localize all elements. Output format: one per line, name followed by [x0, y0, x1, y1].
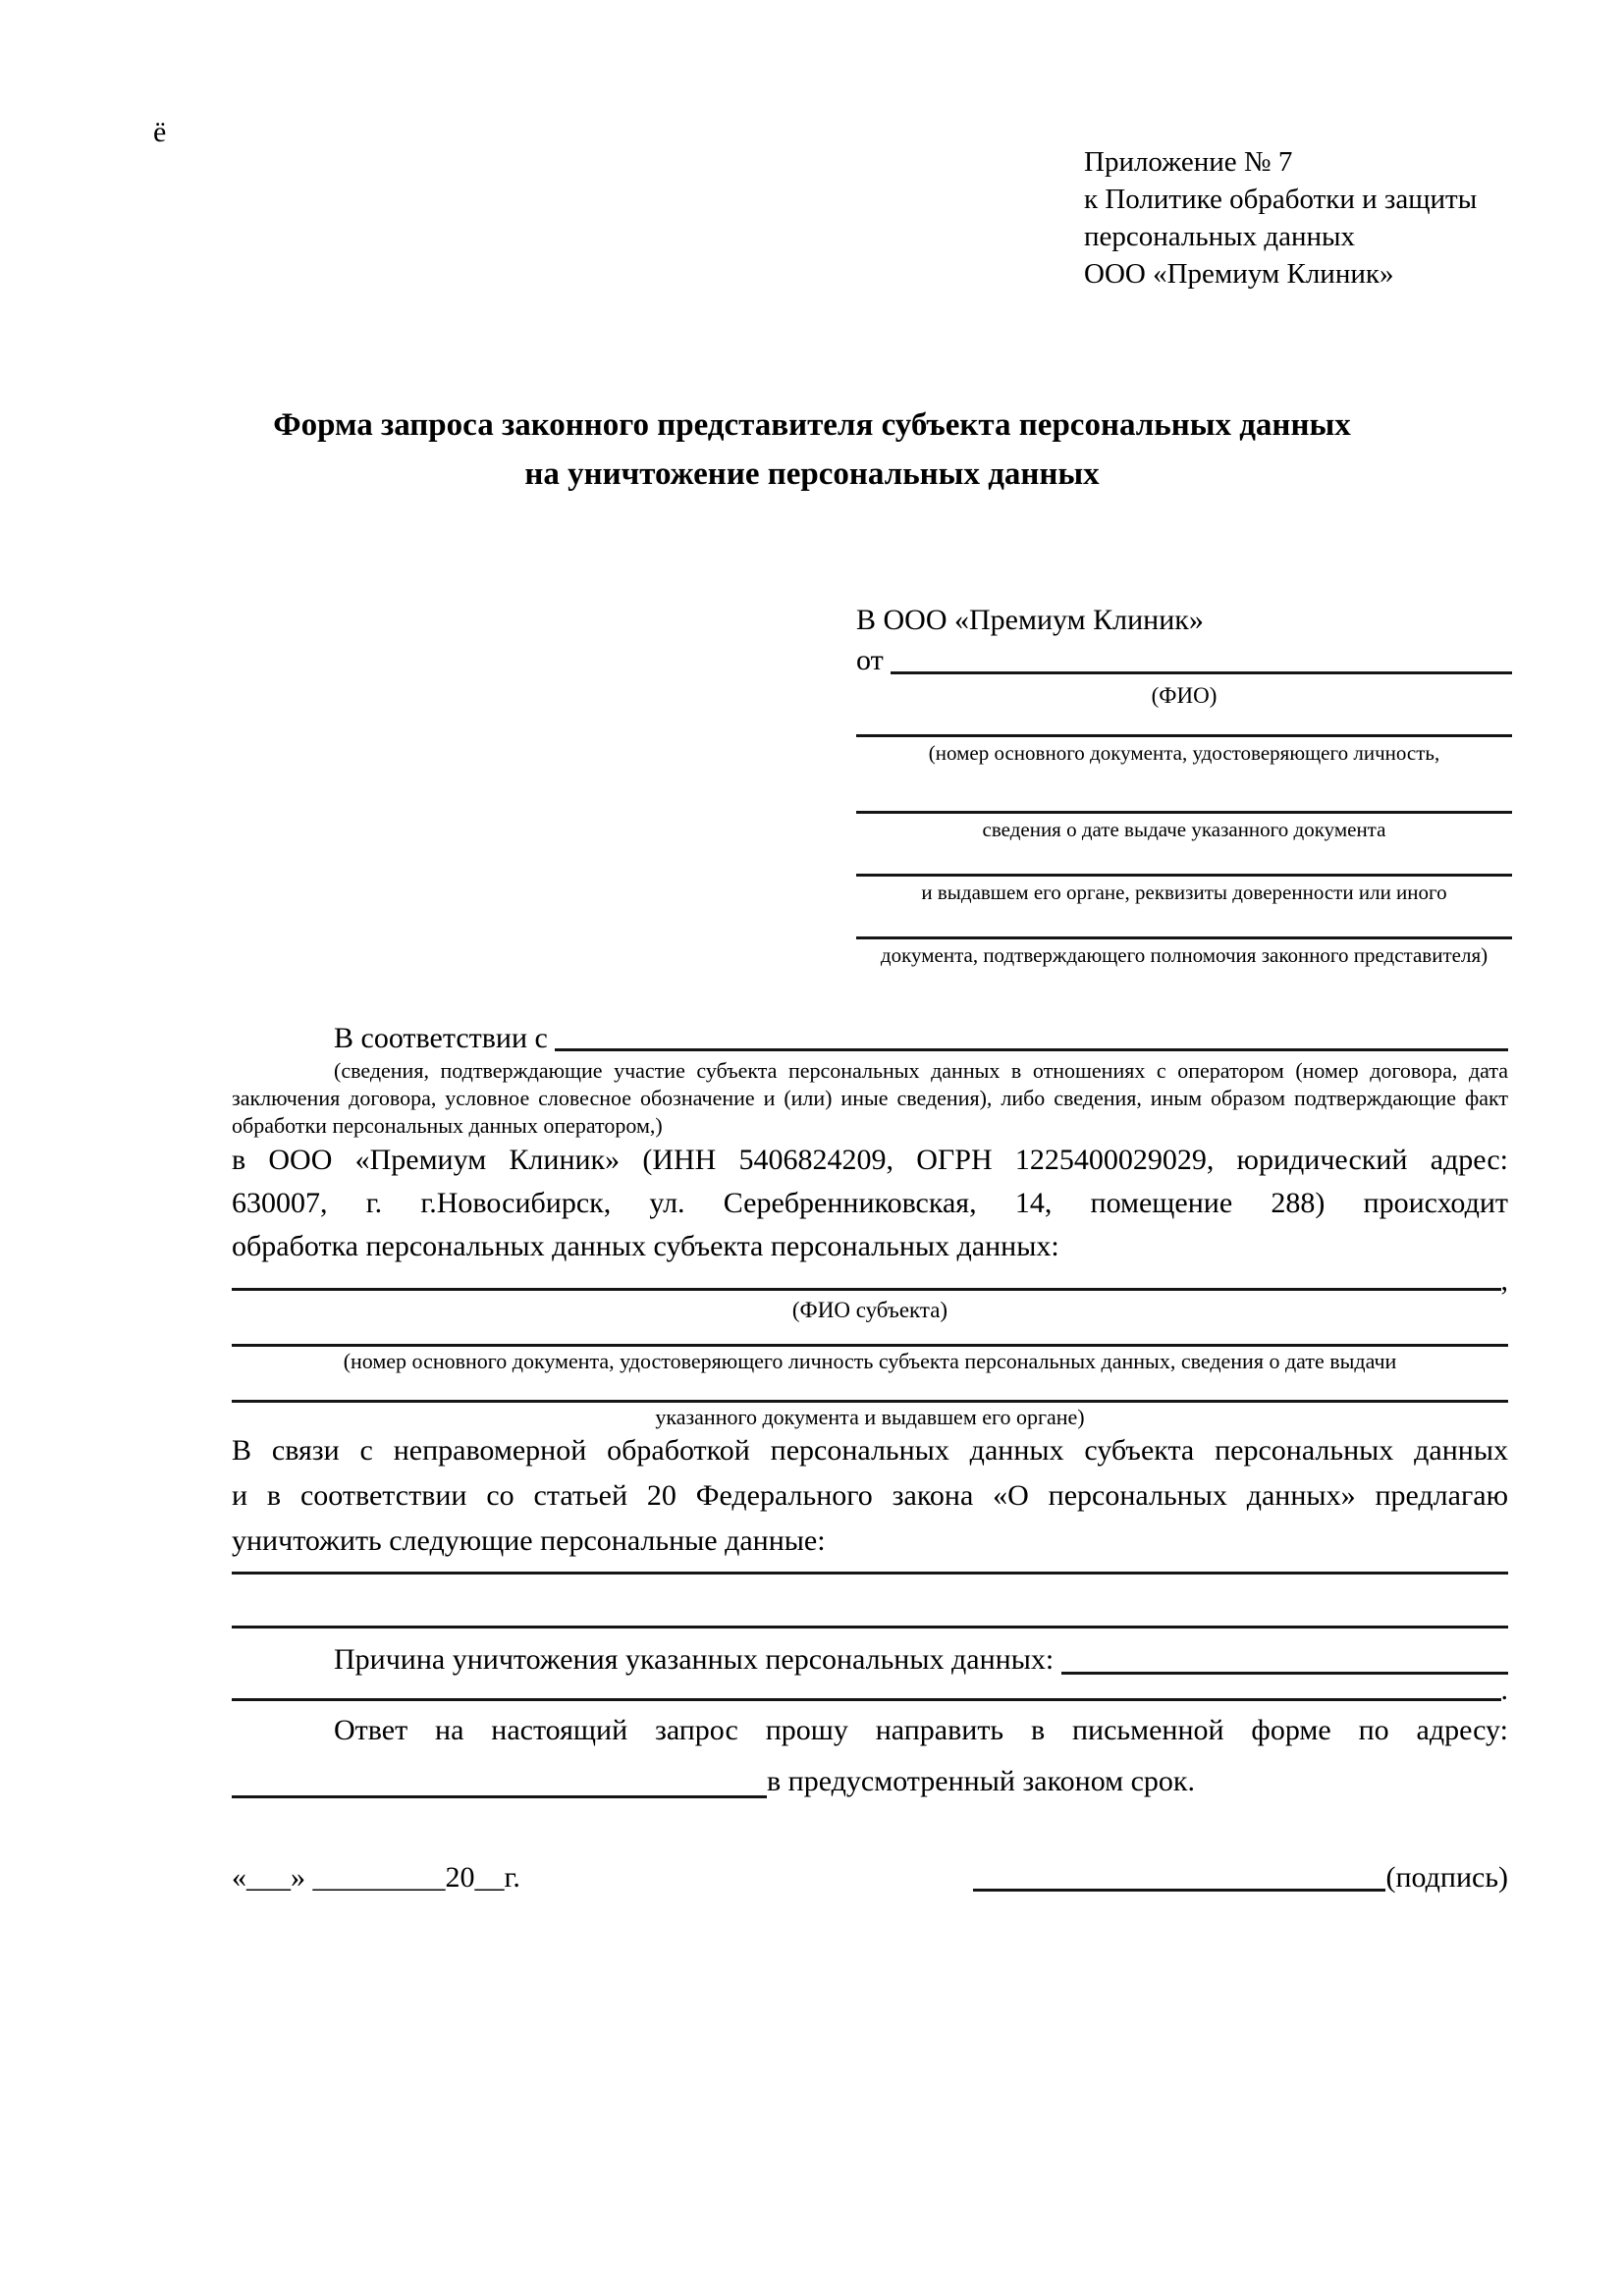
subject-fio-caption: (ФИО субъекта) [791, 1298, 948, 1322]
footer-row [232, 1858, 1508, 1897]
addressee-block [856, 601, 1512, 968]
representative-doc-caption: сведения о дате выдаче указанного документа [982, 818, 1386, 841]
accordance-note-line: заключения договора, условное словесное обозначение и (или) иные сведения), либо сведения, иным образом подтверждающие факт [232, 1086, 1508, 1110]
form-title-line2: на уничтожение персональных данных [524, 456, 1100, 492]
reason-lead: Причина уничтожения указанных персональных данных: [334, 1643, 1061, 1676]
annex-block [1084, 143, 1477, 293]
unlawful-paragraph-line: уничтожить следующие персональные данные: [232, 1524, 826, 1557]
reason-row [232, 1640, 1508, 1680]
from-blank-field [891, 671, 1512, 674]
answer-address-row [232, 1760, 1508, 1803]
reason-blank-field [232, 1698, 1501, 1701]
subject-doc-blank-field [232, 1400, 1508, 1403]
answer-paragraph: Ответ на настоящий запрос прошу направить в письменной форме по адресу: [334, 1714, 1508, 1746]
representative-doc-blank-field [856, 734, 1512, 737]
subject-doc-blank-field [232, 1344, 1508, 1347]
subject-doc-caption: указанного документа и выдавшем его органе) [655, 1405, 1085, 1429]
operator-paragraph-line: обработка персональных данных субъекта персональных данных: [232, 1230, 1059, 1262]
accordance-blank-field [555, 1048, 1508, 1051]
reason-blank-field [1061, 1672, 1508, 1675]
unlawful-paragraph-line: и в соответствии со статьей 20 Федерального закона «О персональных данных» предлагаю [232, 1479, 1508, 1512]
data-to-destroy-blank-field [232, 1572, 1508, 1575]
body-block [232, 1021, 1508, 1430]
accordance-note-line: обработки персональных данных оператором,) [232, 1113, 663, 1138]
addressee-to: В ООО «Премиум Клиник» [856, 604, 1204, 636]
representative-doc-blank-field [856, 874, 1512, 877]
representative-doc-blank-field [856, 811, 1512, 814]
stray-char: ё [153, 116, 167, 148]
annex-line: к Политике обработки и защиты [1084, 184, 1478, 215]
from-label: от [856, 644, 892, 676]
from-row [856, 642, 1512, 679]
address-blank-field [232, 1795, 767, 1798]
date-blank-text: «___» _________20__г. [232, 1861, 520, 1894]
representative-doc-caption: (номер основного документа, удостоверяющего личность, [928, 741, 1440, 765]
operator-paragraph-line: 630007, г. г.Новосибирск, ул. Серебренниковская, 14, помещение 288) происходит [232, 1187, 1508, 1219]
trailing-period: . [1500, 1674, 1508, 1706]
subject-doc-caption: (номер основного документа, удостоверяющего личность субъекта персональных данных, сведения о дате выдачи [343, 1349, 1397, 1373]
data-to-destroy-blank-field [232, 1626, 1508, 1629]
signature-caption: (подпись) [1385, 1861, 1508, 1894]
signature-group [973, 1858, 1508, 1897]
representative-doc-caption: и выдавшем его органе, реквизиты доверенности или иного [921, 881, 1447, 904]
accordance-lead: В соответствии с [334, 1022, 556, 1054]
representative-doc-caption: документа, подтверждающего полномочия законного представителя) [880, 943, 1489, 967]
fio-caption: (ФИО) [1151, 683, 1218, 708]
trailing-comma: , [1500, 1264, 1508, 1297]
accordance-row [232, 1021, 1508, 1056]
operator-paragraph-line: в ООО «Премиум Клиник» (ИНН 5406824209, ОГРН 1225400029029, юридический адрес: [232, 1144, 1508, 1176]
annex-line: персональных данных [1084, 221, 1356, 252]
annex-line: ООО «Премиум Клиник» [1084, 258, 1394, 290]
subject-fio-blank-field [232, 1288, 1501, 1291]
signature-blank-field [973, 1889, 1385, 1892]
annex-line: Приложение № 7 [1084, 146, 1293, 178]
form-title-line1: Форма запроса законного представителя субъекта персональных данных [273, 407, 1351, 443]
subject-fio-row [232, 1264, 1508, 1297]
request-block [232, 1428, 1508, 1803]
representative-doc-blank-field [856, 936, 1512, 939]
answer-tail-text: в предусмотренный законом срок. [767, 1765, 1195, 1797]
unlawful-paragraph-line: В связи с неправомерной обработкой персональных данных субъекта персональных данных [232, 1434, 1508, 1467]
accordance-note-line: (сведения, подтверждающие участие субъекта персональных данных в отношениях с оператором (номер договора, дата [334, 1058, 1508, 1083]
form-title [0, 400, 1624, 499]
reason-continuation-row [232, 1674, 1508, 1706]
